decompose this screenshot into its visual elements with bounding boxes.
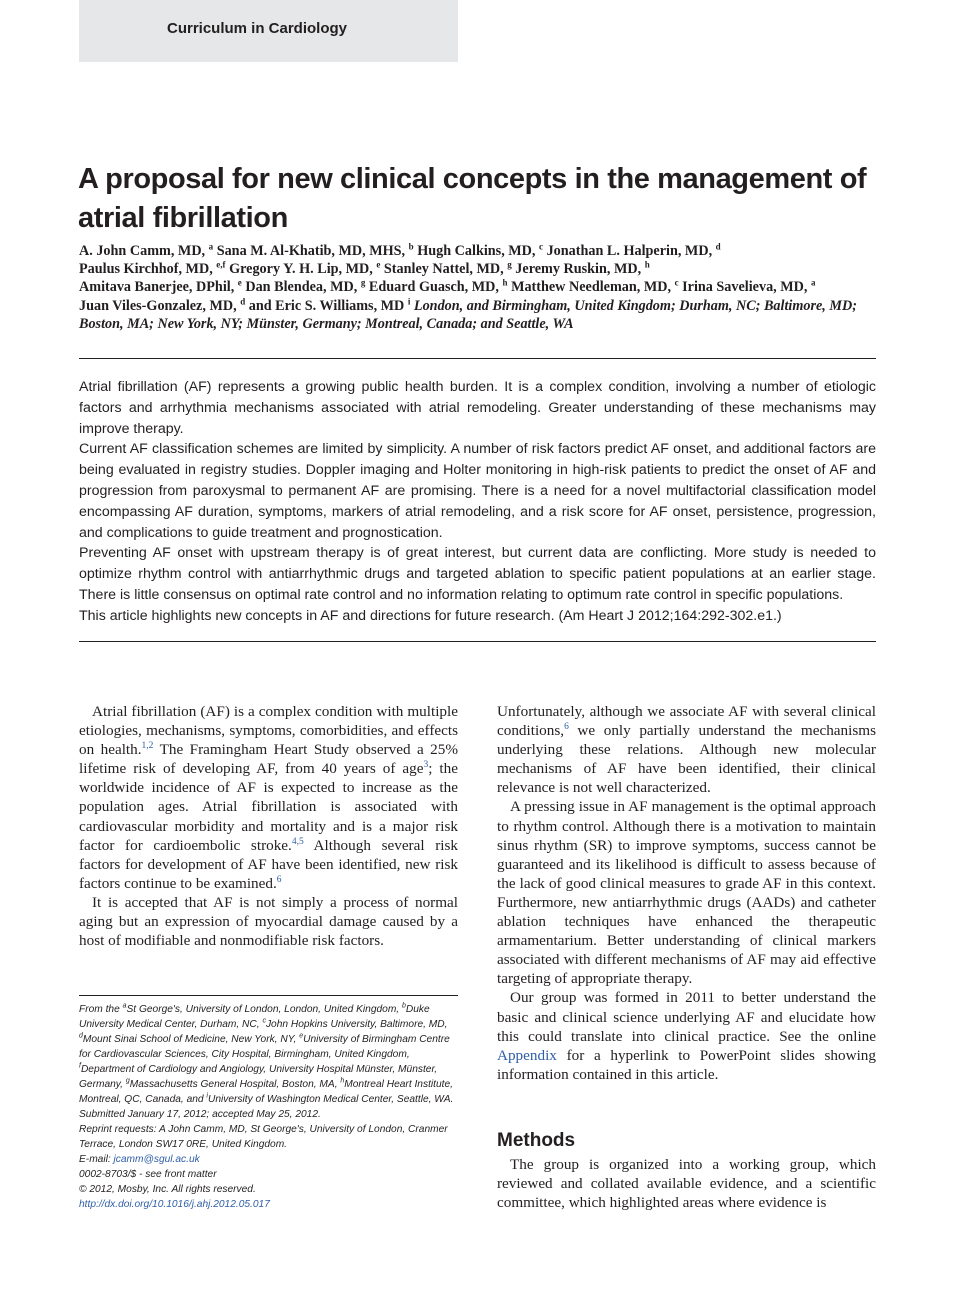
- author: Matthew Needleman, MD, $^c$: [511, 277, 679, 296]
- body-paragraph: Atrial fibrillation (AF) is a complex condition with multiple etiologies, mechanisms, symptoms, comorbidities, and effects on health.$^{1,2}$ The Framingham Heart Study observed a 25% lifetime risk of developing AF, from 40 years of age$^3$; the worldwide incidence of AF is expected to increase as the population ages. Atrial fibrillation is associated with cardiovascular morbidity and mortality and is a major risk factor for cardioembolic stroke.$^{4,5}$ Although several risk factors for development of AF have been identified, new risk factors continue to be examined.$^6$: [79, 703, 459, 892]
- appendix-link[interactable]: Appendix: [497, 1046, 557, 1064]
- footnotes: [79, 1002, 458, 1212]
- body-column-right: [497, 702, 876, 1084]
- author: Sana M. Al-Khatib, MD, MHS, $^b$: [216, 241, 414, 259]
- author-list: [79, 242, 879, 333]
- email-note: E-mail: jcamm@sgul.ac.uk: [79, 1154, 200, 1165]
- methods-heading: Methods: [497, 1130, 576, 1151]
- reprint-note: Reprint requests: A John Camm, MD, St George's, University of London, Cranmer Terrace, London SW17 0RE, United Kingdom.: [79, 1124, 448, 1150]
- section-label: Curriculum in Cardiology: [167, 20, 348, 37]
- author: Stanley Nattel, MD, $^g$: [383, 259, 512, 278]
- citation-link[interactable]: 6: [564, 722, 569, 733]
- author: Juan Viles-Gonzalez, MD, $^d$: [79, 295, 246, 314]
- doi-link[interactable]: http://dx.doi.org/10.1016/j.ahj.2012.05.017: [79, 1199, 270, 1210]
- author: Gregory Y. H. Lip, MD, $^e$: [229, 259, 381, 278]
- abstract-paragraph: Atrial fibrillation (AF) represents a growing public health burden. It is a complex condition, involving a number of etiologic factors and arrhythmia mechanisms associated with atrial remodeling. Greater understanding of these mechanisms may improve therapy.: [79, 379, 876, 437]
- abstract-paragraph: Preventing AF onset with upstream therapy is of great interest, but current data are conflicting. More study is needed to optimize rhythm control with antiarrhythmic drugs and targeted ablation to specific patient populations at an earlier stage. There is little consensus on optimal rate control and no information relating to optimum rate control in specific populations.: [79, 545, 876, 603]
- body-paragraph: Our group was formed in 2011 to better understand the basic and clinical science underlying AF and elucidate how this could translate into clinical practice. See the online Appendix for a hyperlink to PowerPoint slides showing information contained in this article.: [497, 989, 876, 1083]
- author: and Eric S. Williams, MD $^i$: [248, 295, 411, 314]
- author: Paulus Kirchhof, MD, $^{e,f}$: [79, 259, 226, 278]
- body-paragraph: A pressing issue in AF management is the optimal approach to rhythm control. Although there is a motivation to maintain sinus rhythm (SR) to improve symptoms, success cannot be guaranteed and its likelihood is difficult to assess because of the lack of good clinical measures to grade AF in this context. Furthermore, new antiarrhythmic drugs (AADs) and catheter ablation techniques have enhanced the therapeutic armamentarium. Better understanding of clinical markers associated with different mechanisms of AF may aid effective targeting of appropriate therapy.: [497, 798, 876, 988]
- body-paragraph: Unfortunately, although we associate AF with several clinical conditions,$^6$ we only partially understand the mechanisms underlying these relations. Although new molecular mechanisms of AF have been identified, their clinical relevance is not well characterized.: [497, 703, 876, 797]
- citation-link[interactable]: 3: [423, 760, 429, 771]
- body-paragraph: The group is organized into a working group, which reviewed and collated available evidence, and a scientific committee, which highlighted areas where evidence is: [497, 1156, 876, 1212]
- email-link[interactable]: jcamm@sgul.ac.uk: [113, 1154, 200, 1165]
- citation-link[interactable]: 4,5: [291, 836, 304, 847]
- citation-link[interactable]: 1,2: [141, 741, 154, 752]
- author: Irina Savelieva, MD, $^a$: [682, 277, 816, 296]
- author: Jonathan L. Halperin, MD, $^d$: [546, 241, 721, 259]
- author: Jeremy Ruskin, MD, $^h$: [515, 259, 650, 278]
- abstract-paragraph: Current AF classification schemes are limited by simplicity. A number of risk factors predict AF onset, and additional factors are being evaluated in registry studies. Doppler imaging and Holter monitoring in high-risk patients to predict the onset of AF and progression from paroxysmal to permanent AF are promising. There is a need for a novel multifactorial classification model encompassing AF duration, symptoms, markers of atrial remodeling, and a risk score for AF onset, persistence, progression, and complications to guide treatment and prognostication.: [79, 441, 876, 541]
- body-paragraph: It is accepted that AF is not simply a process of normal aging but an expression of myocardial damage caused by a host of modifiable and nonmodifiable risk factors.: [79, 893, 458, 950]
- article-title: A proposal for new clinical concepts in the management of atrial fibrillation: [78, 163, 867, 234]
- footnote-rule: [79, 995, 458, 996]
- issn-note: 0002-8703/$ - see front matter: [79, 1169, 217, 1180]
- abstract-bottom-rule: [79, 641, 876, 642]
- methods-body: [497, 1155, 876, 1212]
- author: Hugh Calkins, MD, $^c$: [417, 241, 544, 259]
- author: Amitava Banerjee, DPhil, $^e$: [79, 277, 242, 296]
- author: A. John Camm, MD, $^a$: [79, 241, 214, 259]
- abstract-paragraph: This article highlights new concepts in AF and directions for future research. (Am Heart J 2012;164:292-302.e1.): [79, 607, 782, 624]
- affiliations-footnote: From the $^a$St George's, University of London, London, United Kingdom, $^b$Duke University Medical Center, Durham, NC, $^c$John Hopkins University, Baltimore, MD, $^d$Mount Sinai School of Medicine, New York, NY, $^e$University of Birmingham Centre for Cardiovascular Sciences, City Hospital, Birmingham, United Kingdom, $^f$Department of Cardiology and Angiology, University Hospital Münster, Münster, Germany, $^g$Massachusetts General Hospital, Boston, MA, $^h$Montreal Heart Institute, Montreal, QC, Canada, and $^i$University of Washington Medical Center, Seattle, WA.: [79, 1002, 454, 1105]
- author: Eduard Guasch, MD, $^h$: [368, 277, 508, 296]
- author-locations: London, and Birmingham, United Kingdom; Durham, NC; Baltimore, MD; Boston, MA; New York, NY; Münster, Germany; Montreal, Canada; and Seattle, WA: [79, 297, 857, 332]
- abstract-top-rule: [79, 358, 876, 359]
- citation-link[interactable]: 6: [276, 874, 282, 885]
- author: Dan Blendea, MD, $^g$: [245, 277, 366, 296]
- copyright-note: © 2012, Mosby, Inc. All rights reserved.: [79, 1184, 256, 1195]
- abstract: [79, 377, 876, 627]
- section-header-tab: [79, 0, 458, 62]
- body-column-left: [79, 702, 458, 950]
- submitted-note: Submitted January 17, 2012; accepted May 25, 2012.: [79, 1109, 321, 1120]
